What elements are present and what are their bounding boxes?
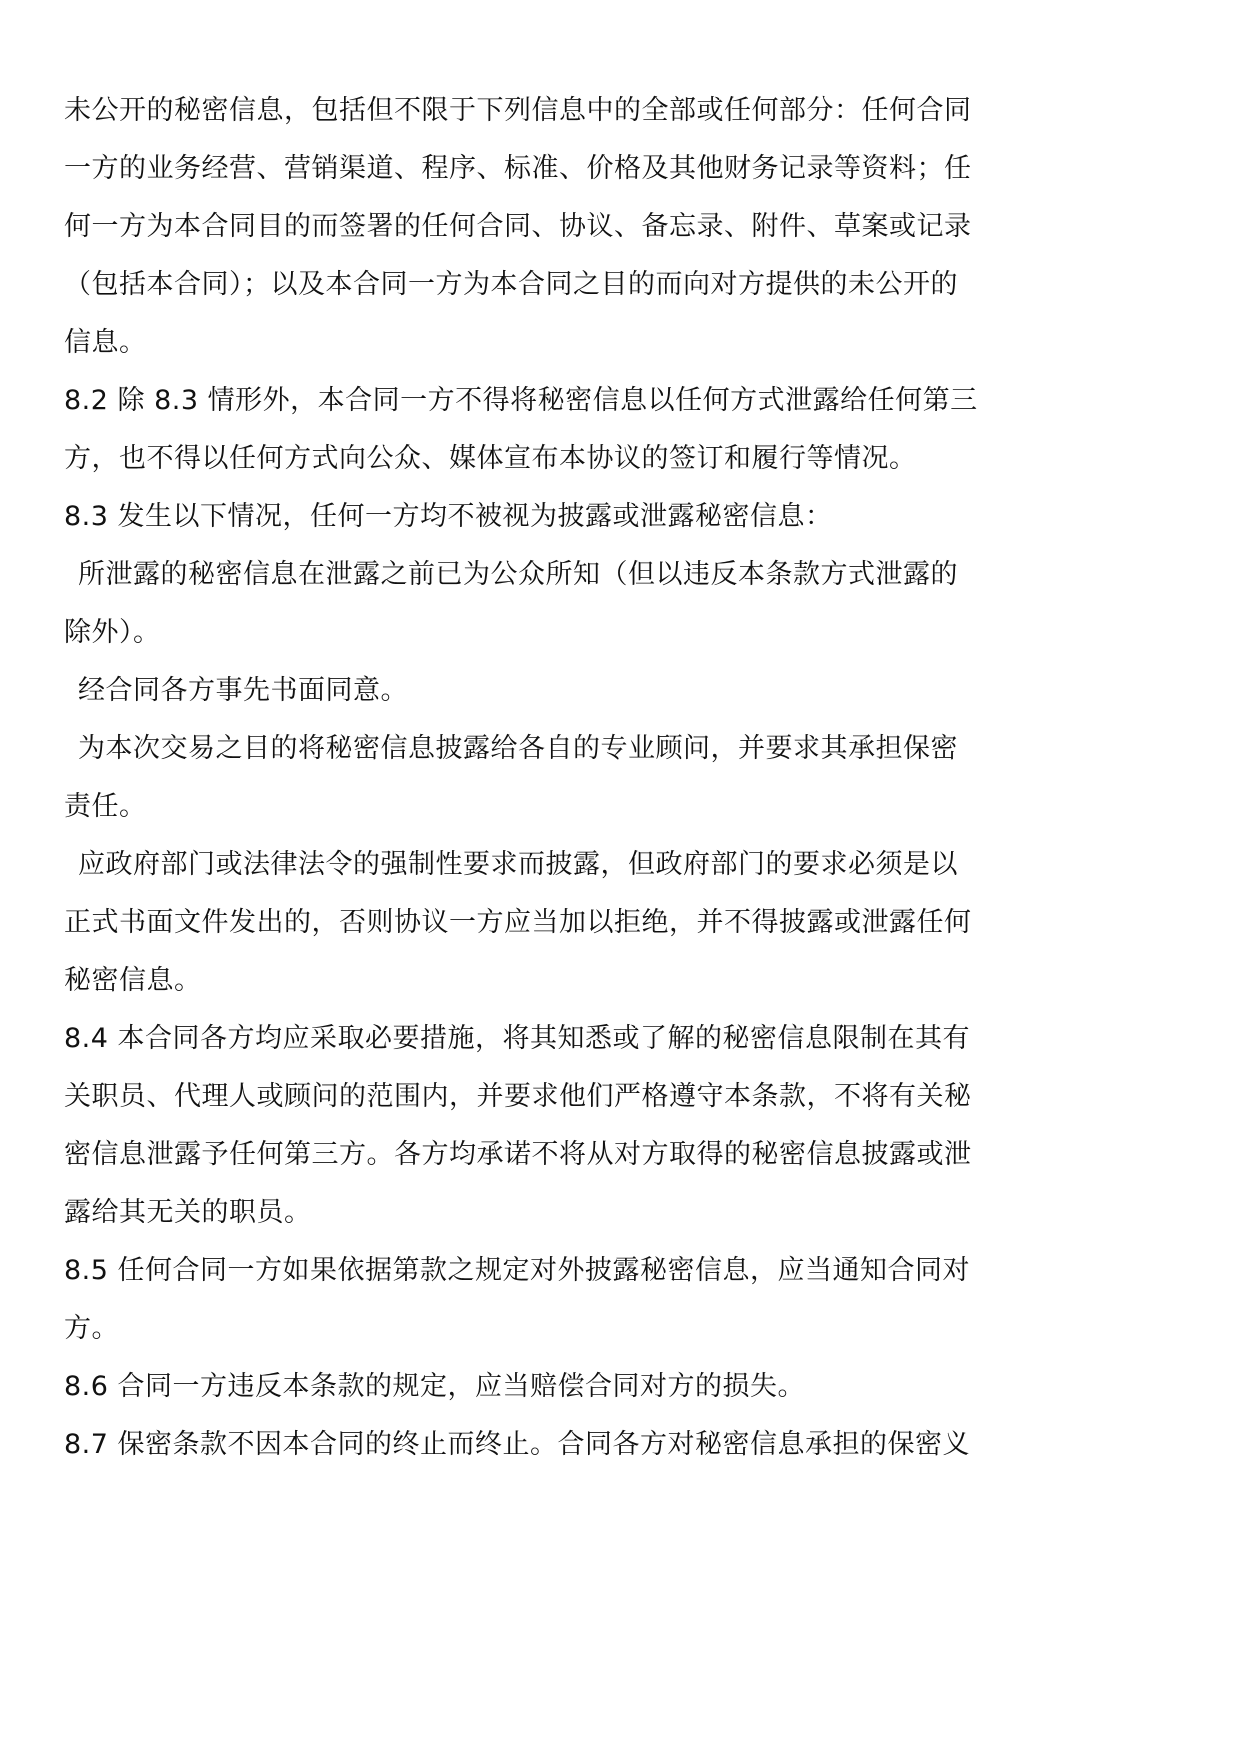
text-line: 正式书面文件发出的，否则协议一方应当加以拒绝，并不得披露或泄露任何 [64, 907, 972, 938]
text-line: 方。 [64, 1313, 119, 1344]
list-item-line: 所泄露的秘密信息在泄露之前已为公众所知（但以违反本条款方式泄露的 [78, 559, 958, 590]
text-line: 何一方为本合同目的而签署的任何合同、协议、备忘录、附件、草案或记录 [64, 211, 972, 242]
clause-8-7-line: 8.7 保密条款不因本合同的终止而终止。合同各方对秘密信息承担的保密义 [64, 1429, 971, 1460]
text-line: （包括本合同）；以及本合同一方为本合同之目的而向对方提供的未公开的 [64, 269, 958, 300]
text-line: 责任。 [64, 791, 147, 822]
text-line: 秘密信息。 [64, 965, 202, 996]
clause-8-4-line: 8.4 本合同各方均应采取必要措施，将其知悉或了解的秘密信息限制在其有 [64, 1023, 971, 1054]
body-text [64, 82, 1054, 1474]
clause-8-2-line: 8.2 除 8.3 情形外，本合同一方不得将秘密信息以任何方式泄露给任何第三 [64, 385, 978, 416]
text-line: 一方的业务经营、营销渠道、程序、标准、价格及其他财务记录等资料；任 [64, 153, 972, 184]
text-line: 关职员、代理人或顾问的范围内，并要求他们严格遵守本条款，不将有关秘 [64, 1081, 972, 1112]
list-item-line: 经合同各方事先书面同意。 [78, 675, 408, 706]
clause-8-5-line: 8.5 任何合同一方如果依据第款之规定对外披露秘密信息，应当通知合同对 [64, 1255, 971, 1286]
clause-8-3-line: 8.3 发生以下情况，任何一方均不被视为披露或泄露秘密信息： [64, 501, 833, 532]
text-line: 密信息泄露予任何第三方。各方均承诺不将从对方取得的秘密信息披露或泄 [64, 1139, 972, 1170]
list-item-line: 应政府部门或法律法令的强制性要求而披露，但政府部门的要求必须是以 [78, 849, 958, 880]
text-line: 方，也不得以任何方式向公众、媒体宣布本协议的签订和履行等情况。 [64, 443, 917, 474]
clause-8-6-line: 8.6 合同一方违反本条款的规定，应当赔偿合同对方的损失。 [64, 1371, 806, 1402]
text-line: 未公开的秘密信息，包括但不限于下列信息中的全部或任何部分：任何合同 [64, 95, 972, 126]
text-line: 露给其无关的职员。 [64, 1197, 312, 1228]
text-line: 除外）。 [64, 617, 161, 648]
list-item-line: 为本次交易之目的将秘密信息披露给各自的专业顾问，并要求其承担保密 [78, 733, 958, 764]
text-line: 信息。 [64, 327, 147, 358]
